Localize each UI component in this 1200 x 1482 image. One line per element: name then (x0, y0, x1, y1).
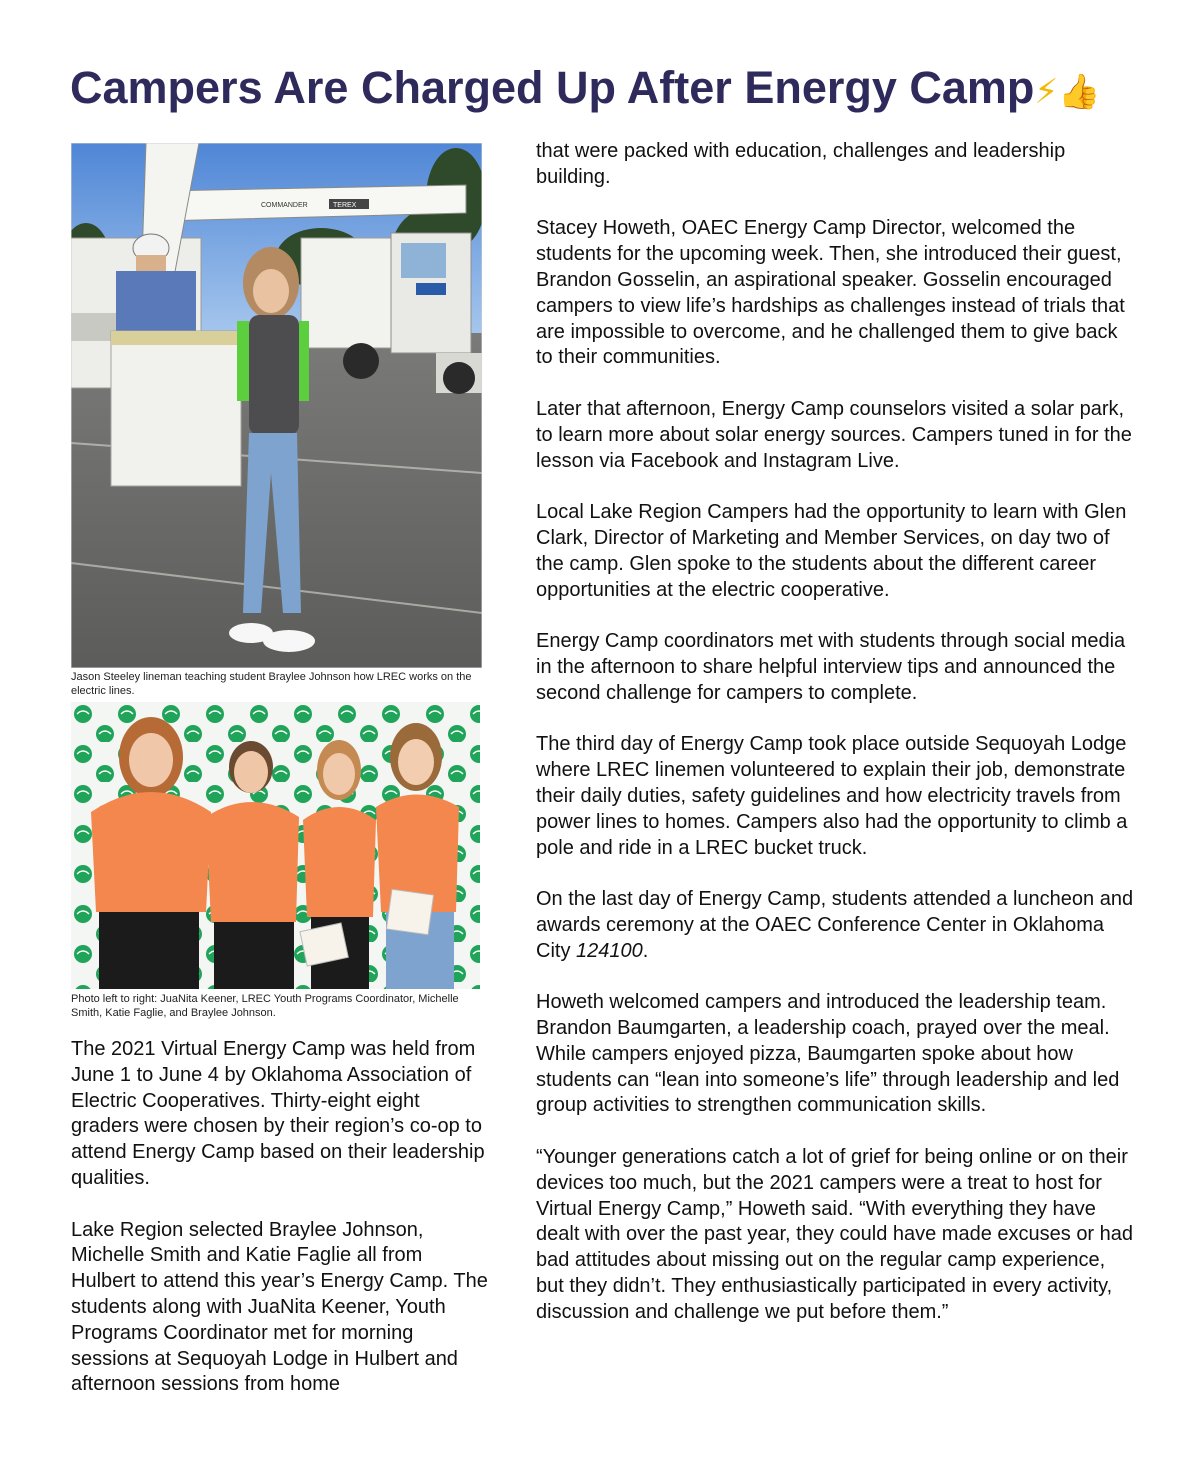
photo-campers-group (71, 702, 480, 989)
photo-caption-campers: Photo left to right: JuaNita Keener, LREC Youth Programs Coordinator, Michelle Smith, Katie Faglie, and Braylee Johnson. (71, 993, 459, 1019)
article-paragraph: Stacey Howeth, OAEC Energy Camp Director, welcomed the students for the upcoming week. Then, she introduced their guest, Brandon Gosselin, an aspirational speaker. Gosselin encouraged campers to view life’s hardships as challenges instead of trials that are impossible to overcome, and he challenged them to give back to their communities. (536, 217, 1125, 369)
photo-caption-lineman: Jason Steeley lineman teaching student Braylee Johnson how LREC works on the electric lines. (71, 671, 472, 697)
article-paragraph: Local Lake Region Campers had the opportunity to learn with Glen Clark, Director of Marketing and Member Services, on day two of the camp. Glen spoke to the students about the different career opportunities at the electric cooperative. (536, 501, 1127, 601)
article-right-column (536, 139, 1136, 1326)
article-paragraph-last-day (536, 887, 1136, 964)
truck-label-terex: TEREX (333, 202, 357, 209)
thumbs-up-icon: 👍 (1058, 72, 1101, 112)
last-day-text: On the last day of Energy Camp, students attended a luncheon and awards ceremony at the OAEC Conference Center in Oklahoma City (536, 888, 1134, 962)
article-title-text: Campers Are Charged Up After Energy Camp (70, 62, 1035, 113)
article-paragraph: Howeth welcomed campers and introduced the leadership team. Brandon Baumgarten, a leadership coach, prayed over the meal. While campers enjoyed pizza, Baumgarten spoke about how students can “lean into someone’s life” through leadership and led group activities to strengthen communication skills. (536, 991, 1120, 1117)
article-paragraph: that were packed with education, challenges and leadership building. (536, 140, 1066, 188)
article-paragraph: Energy Camp coordinators met with students through social media in the afternoon to share helpful interview tips and announced the second challenge for campers to complete. (536, 630, 1126, 704)
truck-label-commander: COMMANDER (261, 202, 308, 209)
last-day-end: . (642, 939, 649, 962)
photo-lineman-bucket-truck (71, 143, 482, 668)
article-left-column (71, 1037, 489, 1398)
article-paragraph: Later that afternoon, Energy Camp counselors visited a solar park, to learn more about solar energy sources. Campers tuned in for the lesson via Facebook and Instagram Live. (536, 397, 1132, 472)
campers-group-illustration (71, 702, 480, 989)
article-title (70, 56, 1150, 124)
article-paragraph: The 2021 Virtual Energy Camp was held from June 1 to June 4 by Oklahoma Association of Electric Cooperatives. Thirty-eight eight graders were chosen by their region’s co-op to attend Energy Camp based on their leadership qualities. (71, 1038, 485, 1189)
article-paragraph: Lake Region selected Braylee Johnson, Michelle Smith and Katie Faglie all from Hulbert to attend this year’s Energy Camp. The students along with JuaNita Keener, Youth Programs Coordinator met for morning sessions at Sequoyah Lodge in Hulbert and afternoon sessions from home (71, 1218, 488, 1396)
inline-code: 124100 (576, 939, 643, 962)
article-paragraph: The third day of Energy Camp took place outside Sequoyah Lodge where LREC linemen volunteered to explain their job, demonstrate their daily duties, safety guidelines and how electricity travels from power lines to homes. Campers also had the opportunity to climb a pole and ride in a LREC bucket truck. (536, 733, 1128, 859)
article-paragraph: “Younger generations catch a lot of grief for being online or on their devices too much, but the 2021 campers were a treat to host for Virtual Energy Camp,” Howeth said. “With everything they have dealt with over the past year, they could have made excuses or had bad attitudes about missing out on the regular camp experience, but they didn’t. They enthusiastically participated in every activity, discussion and challenge we put before them.” (536, 1146, 1134, 1323)
bucket-truck-illustration (71, 143, 482, 668)
lightning-bolt-icon: ⚡ (1034, 72, 1059, 112)
